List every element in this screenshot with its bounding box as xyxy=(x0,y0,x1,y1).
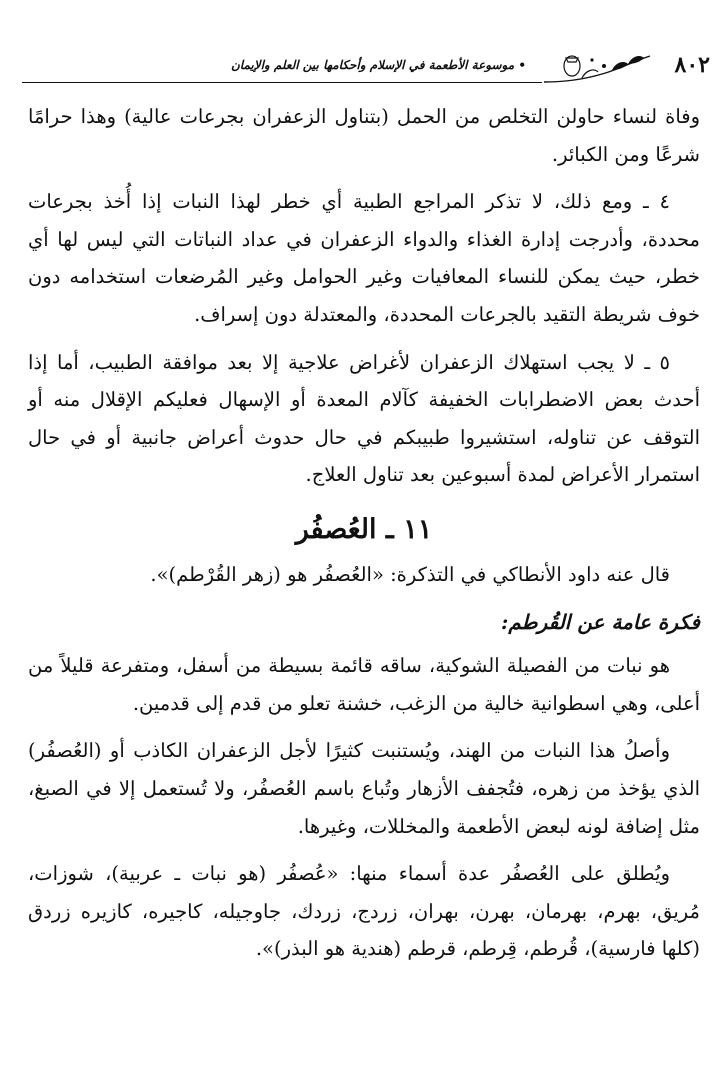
paragraph-point-4: ٤ ـ ومع ذلك، لا تذكر المراجع الطبية أي خطر لهذا النبات إذا أُخذ بجرعات محددة، وأدرجت إدارة الغذاء والدواء الزعفران في عداد النباتات التي ليس لها أي خطر، حيث يمكن للنساء المعافيات وغير الحوامل وغير المُرضعات استخدامه دون خوف شريطة التقيد بالجرعات المحددة، والمعتدلة دون إسراف. xyxy=(28,190,700,326)
paragraph-quote: قال عنه داود الأنطاكي في التذكرة: «العُصفُر هو (زهر القُرْطم)». xyxy=(150,562,670,586)
paragraph-description: هو نبات من الفصيلة الشوكية، ساقه قائمة بسيطة من أسفل، ومتفرعة قليلاً من أعلى، وهي اسطوانية خالية من الزغب، خشنة تعلو من قدم إلى قدمين. xyxy=(28,654,700,715)
book-title: • موسوعة الأطعمة في الإسلام وأحكامها بين العلم والإيمان xyxy=(230,58,526,72)
floral-ornament-icon xyxy=(542,52,652,86)
section-title: ١١ ـ العُصفُر xyxy=(295,513,433,545)
paragraph-1: وفاة لنساء حاولن التخلص من الحمل (بتناول الزعفران بجرعات عالية) وهذا حرامًا شرعًا ومن الكبائر. xyxy=(28,105,700,166)
page-body xyxy=(28,98,700,978)
subheading: فكرة عامة عن القُرطم: xyxy=(500,609,700,634)
page-number: ٨٠٢ xyxy=(674,52,710,78)
paragraph-names: ويُطلق على العُصفُر عدة أسماء منها: «عُصفُر (هو نبات ـ عربية)، شوزات، مُريق، بهرم، بهرمان، بهرن، بهران، زردج، زردك، جاوجيله، كاجيره، كازيره زردق (كلها فارسية)، قُرطم، قِرطم، قرطم (هندية هو البذر)». xyxy=(28,862,700,961)
page-header xyxy=(22,52,710,86)
paragraph-origin: وأصلُ هذا النبات من الهند، ويُستنبت كثيرًا لأجل الزعفران الكاذب أو (العُصفُر) الذي يؤخذ من زهره، فتُجفف الأزهار وتُباع باسم العُصفُر، ولا تُستعمل إلا في الصبغ، مثل إضافة لونه لبعض الأطعمة والمخللات، وغيرها. xyxy=(28,739,700,838)
paragraph-point-5: ٥ ـ لا يجب استهلاك الزعفران لأغراض علاجية إلا بعد موافقة الطبيب، أما إذا أحدث بعض الاضطرابات الخفيفة كآلام المعدة أو الإسهال فعليكم الإقلال منه أو التوقف عن تناوله، استشيروا طبيبكم في حال حدوث أعراض جانبية أو في حال استمرار الأعراض لمدة أسبوعين بعد تناول العلاج. xyxy=(28,350,700,487)
header-rule xyxy=(22,82,542,83)
